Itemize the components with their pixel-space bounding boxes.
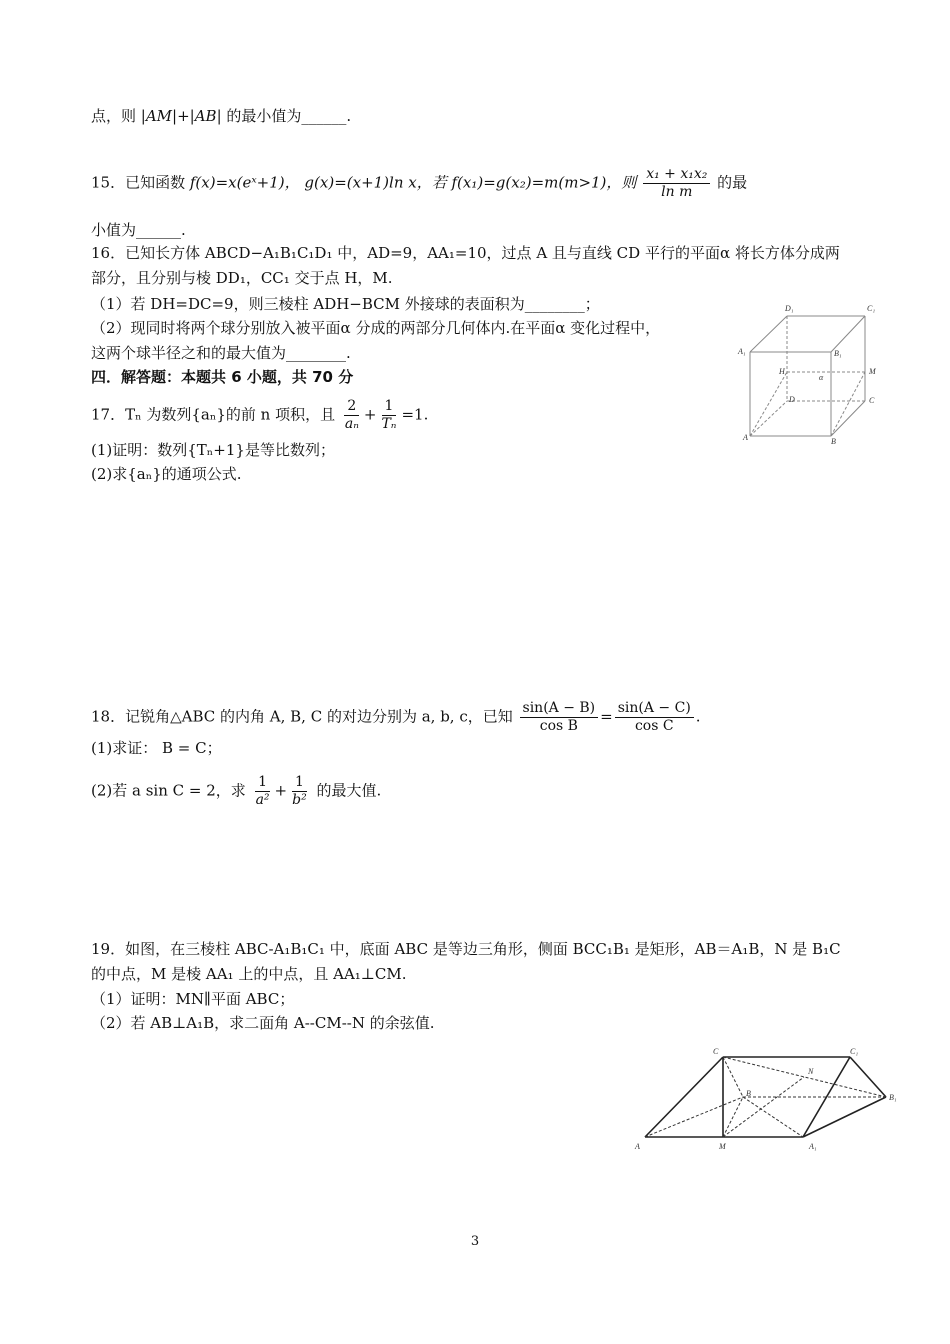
q18-frac1 bbox=[520, 700, 599, 735]
q14-expr: |AM|+|AB| bbox=[140, 107, 222, 125]
q19-figure bbox=[628, 1040, 910, 1160]
edge-c1b1 bbox=[850, 1057, 886, 1097]
q18-part2-post: 的最大值. bbox=[316, 781, 382, 800]
q17-part1: (1)证明：数列{Tₙ+1}是等比数列； bbox=[91, 441, 335, 459]
label-a1: A₁ bbox=[809, 1142, 817, 1151]
q18-part2 bbox=[91, 774, 381, 809]
label-a: A bbox=[743, 433, 748, 442]
q19-line4: （2）若 AB⊥A₁B，求二面角 A--CM--N 的余弦值. bbox=[91, 1014, 435, 1032]
q17-frac2-den: Tₙ bbox=[381, 416, 397, 432]
label-b: B bbox=[831, 437, 836, 446]
label-c: C bbox=[713, 1047, 719, 1056]
label-m: M bbox=[869, 367, 876, 376]
q18-p2-frac2-den: b² bbox=[292, 792, 307, 808]
q15-cond: f(x₁)=g(x₂)=m(m>1)，则 bbox=[451, 173, 637, 192]
label-d: D bbox=[789, 395, 795, 404]
label-n: N bbox=[808, 1067, 814, 1076]
q18-p2-frac2-num: 1 bbox=[292, 774, 307, 792]
q15-frac-den: ln m bbox=[661, 184, 693, 200]
label-b: B bbox=[746, 1089, 751, 1098]
edge-a1d1 bbox=[750, 316, 787, 352]
q18-pre: 18．记锐角△ABC 的内角 A, B, C 的对边分别为 a, b, c，已知 bbox=[91, 707, 513, 726]
q17-frac1-den: aₙ bbox=[344, 416, 359, 432]
q15-line2: 小值为______. bbox=[91, 221, 186, 239]
q18-p2-frac1-num: 1 bbox=[255, 774, 270, 792]
edge-ah bbox=[750, 372, 787, 436]
q17-part2: (2)求{aₙ}的通项公式. bbox=[91, 465, 242, 483]
q16-line2: 部分，且分别与棱 DD₁，CC₁ 交于点 H，M. bbox=[91, 269, 393, 287]
q18-p2-plus: + bbox=[274, 781, 288, 800]
q18-p2-frac2 bbox=[289, 774, 310, 809]
q17-line1 bbox=[91, 398, 428, 433]
q18-frac1-den: cos B bbox=[539, 718, 578, 734]
q18-line1 bbox=[91, 700, 701, 735]
label-a: A bbox=[635, 1142, 640, 1151]
q14-tail bbox=[91, 106, 351, 126]
q18-frac2-den: cos C bbox=[634, 718, 674, 734]
q18-frac1-num: sin(A − B) bbox=[520, 700, 599, 718]
q15-post: 的最 bbox=[717, 173, 748, 192]
edge-ba1 bbox=[743, 1097, 803, 1137]
page-number: 3 bbox=[470, 1234, 480, 1249]
edge-mb bbox=[723, 1097, 743, 1137]
q18-p2-frac1-den: a² bbox=[255, 792, 270, 808]
q17-frac2-num: 1 bbox=[382, 398, 397, 416]
q18-post: . bbox=[695, 707, 701, 726]
edge-b1c1 bbox=[831, 316, 865, 352]
edge-cb bbox=[723, 1057, 743, 1097]
q15-fraction bbox=[643, 166, 710, 201]
label-b1: B₁ bbox=[834, 349, 842, 358]
q19-line2: 的中点，M 是棱 AA₁ 上的中点，且 AA₁⊥CM. bbox=[91, 965, 407, 983]
q16-line1: 16．已知长方体 ABCD−A₁B₁C₁D₁ 中，AD=9，AA₁=10，过点 A 且与直线 CD 平行的平面α 将长方体分成两 bbox=[91, 244, 840, 262]
label-m: M bbox=[719, 1142, 726, 1151]
q17-frac1-num: 2 bbox=[344, 398, 359, 416]
q19-line1: 19．如图，在三棱柱 ABC-A₁B₁C₁ 中，底面 ABC 是等边三角形，侧面 BCC₁B₁ 是矩形，AB＝A₁B，N 是 B₁C bbox=[91, 940, 841, 958]
q18-p2-frac1 bbox=[253, 774, 273, 809]
edge-ad bbox=[750, 401, 787, 436]
edge-mn bbox=[723, 1077, 804, 1137]
q17-post: =1. bbox=[401, 405, 429, 424]
edge-bm bbox=[831, 372, 865, 436]
q18-part2-pre: (2)若 a sin C = 2，求 bbox=[91, 781, 246, 800]
q18-frac2-num: sin(A − C) bbox=[615, 700, 694, 718]
q14-post: 的最小值为______. bbox=[226, 107, 352, 125]
q16-line4: （2）现同时将两个球分别放入被平面α 分成的两部分几何体内.在平面α 变化过程中， bbox=[91, 319, 661, 337]
edge-bc bbox=[831, 401, 865, 436]
q15-line1 bbox=[91, 166, 747, 201]
section4-heading: 四．解答题：本题共 6 小题，共 70 分 bbox=[91, 368, 354, 386]
q15-g-def: g(x)=(x+1)ln x，若 bbox=[304, 173, 447, 192]
q16-figure bbox=[735, 298, 900, 448]
q18-eq: = bbox=[600, 707, 613, 726]
label-b1: B₁ bbox=[889, 1093, 897, 1102]
label-c1: C₁ bbox=[867, 304, 876, 313]
q17-frac2 bbox=[378, 398, 399, 433]
q15-f-def: f(x)=x(eˣ+1)， bbox=[189, 173, 300, 192]
label-d1: D₁ bbox=[785, 304, 794, 313]
q18-frac2 bbox=[615, 700, 694, 735]
q16-line5: 这两个球半径之和的最大值为________. bbox=[91, 344, 351, 362]
q15-pre: 15．已知函数 bbox=[91, 173, 186, 192]
label-alpha: α bbox=[819, 373, 824, 382]
edge-ac bbox=[645, 1057, 723, 1137]
q15-frac-num: x₁ + x₁x₂ bbox=[643, 166, 710, 184]
label-a1: A₁ bbox=[738, 347, 746, 356]
q17-pre: 17．Tₙ 为数列{aₙ}的前 n 项积，且 bbox=[91, 405, 336, 424]
q16-line3: （1）若 DH=DC=9，则三棱柱 ADH−BCM 外接球的表面积为________； bbox=[91, 295, 600, 313]
label-c: C bbox=[869, 396, 875, 405]
q19-line3: （1）证明：MN∥平面 ABC； bbox=[91, 990, 295, 1008]
label-h: H bbox=[779, 367, 785, 376]
q17-frac1 bbox=[342, 398, 362, 433]
q14-pre: 点，则 bbox=[91, 107, 137, 125]
label-c1: C₁ bbox=[850, 1047, 859, 1056]
edge-ab bbox=[645, 1097, 743, 1137]
q17-plus: + bbox=[363, 405, 377, 424]
q18-part1: (1)求证： B = C； bbox=[91, 739, 222, 757]
